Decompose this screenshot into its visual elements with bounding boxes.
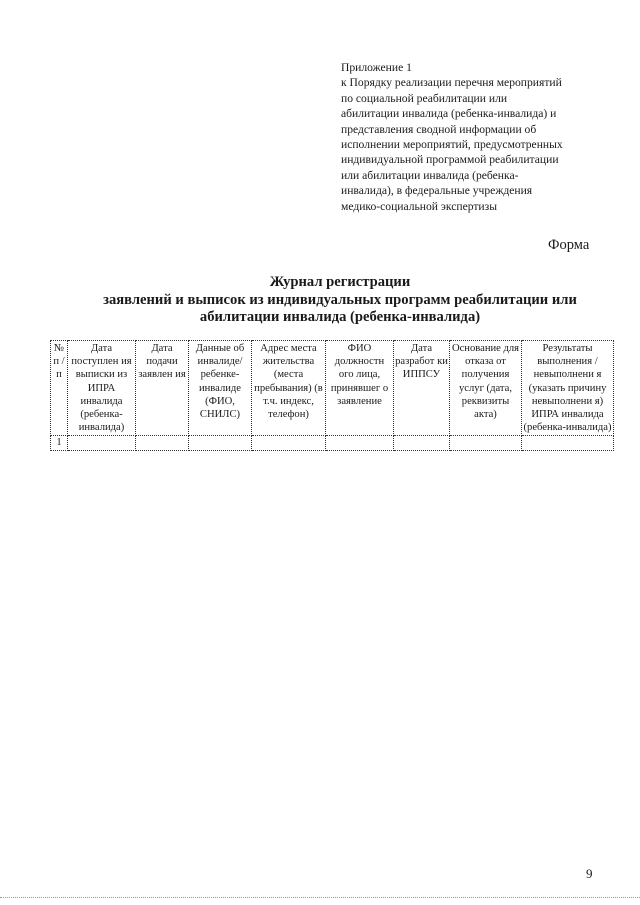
header-cell-number: № п / п bbox=[51, 341, 68, 436]
appendix-line: абилитации инвалида (ребенка-инвалида) и bbox=[341, 107, 557, 121]
header-cell-official-name: ФИО должностн ого лица, принявшег о заявление bbox=[326, 341, 394, 436]
table-cell bbox=[450, 436, 522, 450]
page-number: 9 bbox=[586, 866, 593, 881]
form-label: Форма bbox=[548, 237, 590, 253]
title-line-3: абилитации инвалида (ребенка-инвалида) bbox=[199, 309, 481, 325]
table-cell bbox=[68, 436, 136, 450]
title-line-1: Журнал регистрации bbox=[269, 274, 411, 290]
appendix-line: исполнении мероприятий, предусмотренных bbox=[341, 138, 563, 152]
table-cell bbox=[189, 436, 252, 450]
registration-journal-table bbox=[50, 340, 614, 451]
header-cell-address: Адрес места жительства (места пребывания) (в т.ч. индекс, телефон) bbox=[252, 341, 326, 436]
table-cell bbox=[252, 436, 326, 450]
header-cell-refusal-basis: Основание для отказа от получения услуг (дата, реквизиты акта) bbox=[450, 341, 522, 436]
table-cell bbox=[136, 436, 189, 450]
appendix-note bbox=[341, 60, 611, 214]
scan-edge-divider bbox=[0, 897, 640, 899]
appendix-line: или абилитации инвалида (ребенка- bbox=[341, 168, 519, 182]
table-cell bbox=[394, 436, 450, 450]
title-line-2: заявлений и выписок из индивидуальных программ реабилитации или bbox=[103, 291, 577, 308]
table-cell: 1 bbox=[51, 436, 68, 450]
appendix-line: по социальной реабилитации или bbox=[341, 91, 508, 105]
appendix-line: медико-социальной экспертизы bbox=[341, 199, 498, 213]
header-cell-ippsu-date: Дата разработ ки ИППСУ bbox=[394, 341, 450, 436]
header-cell-person-data: Данные об инвалиде/ ребенке-инвалиде (ФИО, СНИЛС) bbox=[189, 341, 252, 436]
appendix-line: индивидуальной программой реабилитации bbox=[341, 153, 559, 167]
appendix-line: Приложение 1 bbox=[341, 61, 412, 74]
table-header-row bbox=[51, 341, 614, 436]
table-cell bbox=[522, 436, 614, 450]
header-cell-application-date: Дата подачи заявлен ия bbox=[136, 341, 189, 436]
appendix-line: к Порядку реализации перечня мероприятий bbox=[341, 76, 562, 90]
appendix-line: представления сводной информации об bbox=[341, 122, 537, 136]
table-cell bbox=[326, 436, 394, 450]
table-row bbox=[51, 436, 614, 450]
journal-title bbox=[50, 274, 630, 327]
appendix-line: инвалида), в федеральные учреждения bbox=[341, 184, 533, 198]
header-cell-ipra-received-date: Дата поступлен ия выписки из ИПРА инвалида (ребенка-инвалида) bbox=[68, 341, 136, 436]
header-cell-results: Результаты выполнения /невыполнени я (указать причину невыполнени я) ИПРА инвалида (ребенка-инвалида) bbox=[522, 341, 614, 436]
